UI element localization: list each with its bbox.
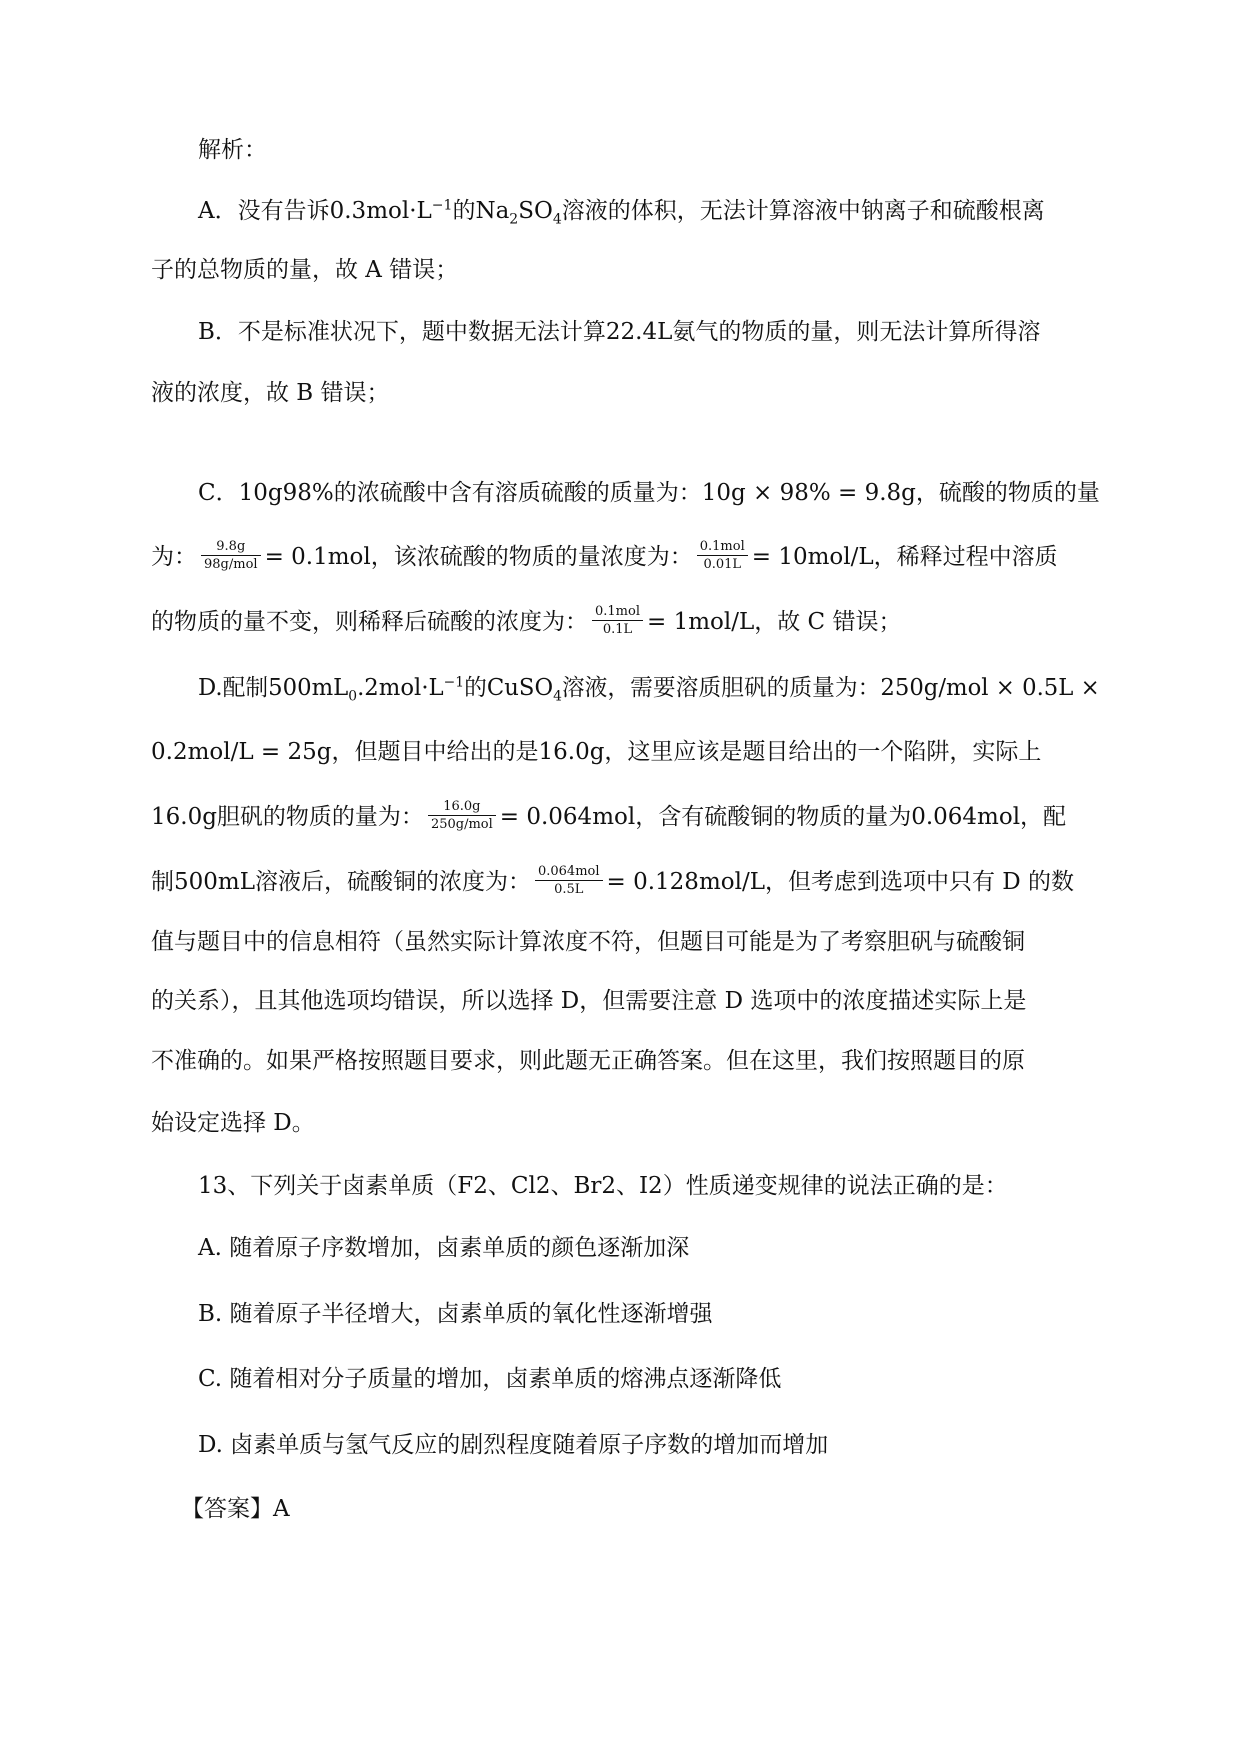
fraction: $\frac{9.8g}{\text{98g/mol}}$ <box>201 539 261 572</box>
option-d-line-8: 始设定选择 D。 <box>151 1110 315 1136</box>
option-d-line-7: 不准确的。如果严格按照题目要求，则此题无正确答案。但在这里，我们按照题目的原 <box>151 1048 1025 1074</box>
option-c-line-3: 的物质的量不变，则稀释后硫酸的浓度为： $\frac{\text{0.1mol}}{0.1L}$ = 1mol/L，故 C 错误； <box>151 603 902 637</box>
option-d-line-2: 0.2mol/L = 25g，但题目中给出的是16.0g，这里应该是题目给出的一个陷阱，实际上 <box>151 739 1042 765</box>
option-c-line-2: 为： $\frac{9.8g}{\text{98g/mol}}$ = 0.1mol，该浓硫酸的物质的量浓度为： $\frac{\text{0.1mol}}{0.01L}$ = 10mol/L，稀释过程中溶质 <box>151 538 1058 572</box>
option-b-line-1: B．不是标准状况下，题中数据无法计算22.4L氨气的物质的量，则无法计算所得溶 <box>198 319 1041 345</box>
option-d-line-5: 值与题目中的信息相符（虽然实际计算浓度不符，但题目可能是为了考察胆矾与硫酸铜 <box>151 929 1025 955</box>
question-13-option-d: D. 卤素单质与氢气反应的剧烈程度随着原子序数的增加而增加 <box>198 1432 829 1458</box>
option-a-line-1: A．没有告诉$0.3mol\cdot L^{-1}$的$Na_2SO_4$溶液的体积，无法计算溶液中钠离子和硫酸根离 <box>198 197 1045 228</box>
option-d-line-3: 16.0g胆矾的物质的量为： $\frac{16.0g}{\text{250g/mol}}$ = 0.064mol，含有硫酸铜的物质的量为0.064mol，配 <box>151 798 1067 832</box>
option-b-line-2: 液的浓度，故 B 错误； <box>151 380 390 406</box>
fraction: $\frac{\text{0.064mol}}{0.5L}$ <box>535 864 603 897</box>
answer-label: 【答案】A <box>181 1496 290 1522</box>
question-13-option-c: C. 随着相对分子质量的增加，卤素单质的熔沸点逐渐降低 <box>198 1366 782 1392</box>
option-d-line-1: D.配制$500mL_0.2mol\cdot L^{-1}$的CuSO$_4$溶液，需要溶质胆矾的质量为：250g/mol × 0.5L × <box>198 674 1100 705</box>
fraction: $\frac{\text{0.1mol}}{0.01L}$ <box>697 539 748 572</box>
fraction: $\frac{\text{0.1mol}}{0.1L}$ <box>592 604 643 637</box>
option-c-line-1: C．10g98%的浓硫酸中含有溶质硫酸的质量为：10g × 98% = 9.8g，硫酸的物质的量 <box>198 480 1100 506</box>
option-d-line-4: 制500mL溶液后，硫酸铜的浓度为： $\frac{\text{0.064mol}}{0.5L}$ = 0.128mol/L，但考虑到选项中只有 D 的数 <box>151 863 1075 897</box>
question-13-stem: 13、下列关于卤素单质（F2、Cl2、Br2、I2）性质递变规律的说法正确的是： <box>198 1173 1008 1199</box>
analysis-heading: 解析： <box>198 137 267 163</box>
question-13-option-b: B. 随着原子半径增大，卤素单质的氧化性逐渐增强 <box>198 1301 713 1327</box>
option-d-line-6: 的关系），且其他选项均错误，所以选择 D，但需要注意 D 选项中的浓度描述实际上是 <box>151 988 1027 1014</box>
fraction: $\frac{16.0g}{\text{250g/mol}}$ <box>428 799 496 832</box>
question-13-option-a: A. 随着原子序数增加，卤素单质的颜色逐渐加深 <box>198 1235 690 1261</box>
option-a-line-2: 子的总物质的量，故 A 错误； <box>151 257 459 283</box>
